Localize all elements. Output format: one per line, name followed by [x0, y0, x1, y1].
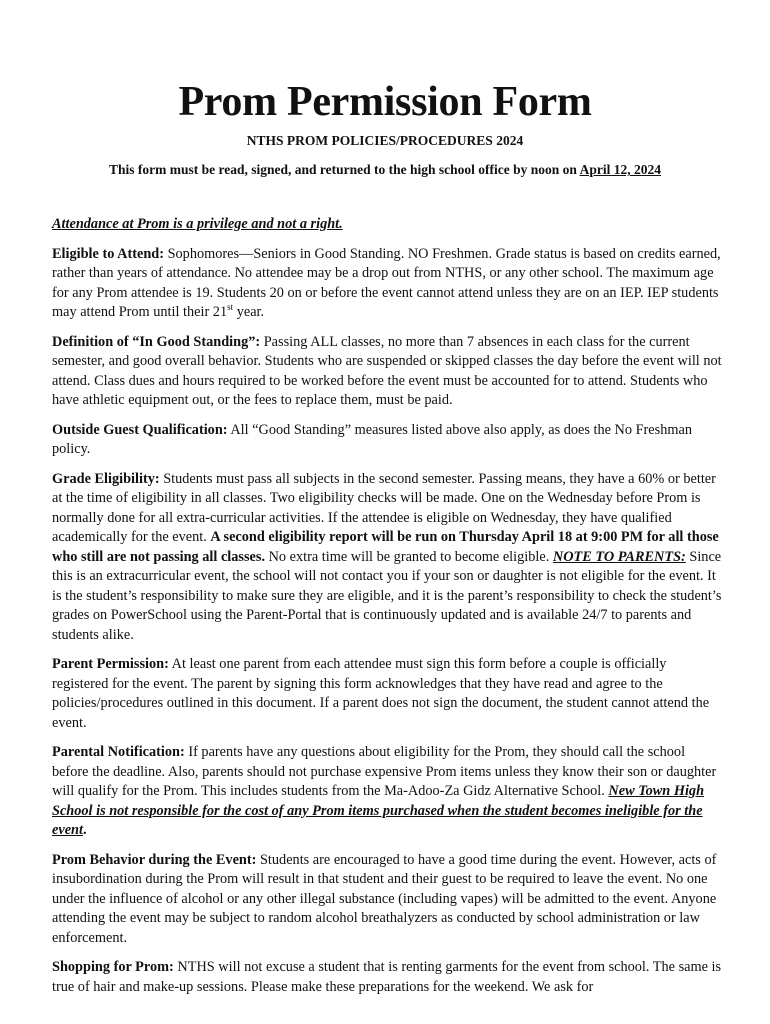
section-outside-guest [52, 421, 724, 460]
section-good-standing [52, 333, 724, 411]
section-heading: Shopping for Prom: [52, 959, 174, 975]
section-text: At least one parent from each attendee must sign this form before a couple is officially registered for the event. The parent by signing this form acknowledges that they have read and agree to the policies/procedures outlined in this document. If a parent does not sign the document, the student cannot attend the event. [52, 656, 710, 731]
section-text: All “Good Standing” measures listed above also apply, as does the No Freshman policy. [52, 421, 692, 457]
section-text: NTHS will not excuse a student that is renting garments for the event from school. The same is true of hair and make-up sessions. Please make these preparations for the weekend. We ask for [52, 959, 722, 995]
section-text: Passing ALL classes, no more than 7 absences in each class for the current semester, and good overall behavior. Students who are suspended or skipped classes the day before the event will not attend. Class dues and hours required to be worked before the event must be accounted for to attend. Students who have athletic equipment out, or the fees to replace them, must be paid. [52, 333, 722, 408]
page-title: Prom Permission Form [178, 79, 592, 125]
section-text: Students are encouraged to have a good time during the event. However, acts of insubordination during the Prom will result in that student and their guest to be required to leave the event. No one under the influence of alcohol or any other illegal substance (including vapes) will be admitted to the event. Anyone attending the event may be subject to random alcohol breathalyzers as conducted by school administration or law enforcement. [52, 851, 717, 946]
section-heading: Prom Behavior during the Event: [52, 851, 257, 868]
liability-disclaimer: New Town High School is not responsible for the cost of any Prom items purchased when the student becomes ineligible for the event [52, 783, 705, 838]
return-instruction [0, 161, 770, 179]
section-heading: Outside Guest Qualification: [52, 421, 228, 438]
section-heading: Eligible to Attend: [52, 245, 164, 262]
section-text-end: year. [233, 304, 265, 320]
section-text: Students must pass all subjects in the second semester. Passing means, they have a 60% or better at the time of eligibility in all classes. Two eligibility checks will be made. One on the Wednesday before Prom is normally done for all extra-curricular activities. If the attendee is eligible on Wednesday, they have qualified academically for the event. [52, 470, 716, 545]
section-text-mid: No extra time will be granted to become eligible. [265, 548, 553, 565]
section-heading: Grade Eligibility: [52, 470, 160, 487]
section-text-end: Since this is an extracurricular event, the school will not contact you if your son or daughter is not eligible for the event. It is the student’s responsibility to make sure they are eligible, and it is the parent’s responsibility to check the student’s grades on PowerSchool using the Parent-Portal that is continuously updated and is available 24/7 to parents and students alike. [52, 548, 722, 643]
section-shopping [52, 958, 724, 997]
section-heading: Parent Permission: [52, 656, 169, 672]
policy-body [52, 215, 724, 1007]
section-heading: Definition of “In Good Standing”: [52, 333, 261, 350]
section-heading: Parental Notification: [52, 744, 185, 760]
section-parent-permission [52, 655, 724, 733]
section-grade-eligibility [52, 470, 724, 646]
section-text-end: . [82, 822, 87, 838]
deadline-date: April 12, 2024 [579, 162, 661, 177]
instruction-text: This form must be read, signed, and returned to the high school office by noon on [109, 162, 580, 177]
section-eligible [52, 245, 724, 323]
subtitle: NTHS PROM POLICIES/PROCEDURES 2024 [246, 133, 524, 148]
section-text: Sophomores—Seniors in Good Standing. NO Freshmen. Grade status is based on credits earned, rather than years of attendance. No attendee may be a drop out from NTHS, or any other school. The maximum age for any Prom attendee is 19. Students 20 on or before the event cannot attend unless they are on an IEP. IEP students may attend Prom until their 21 [52, 245, 721, 320]
ordinal-suffix: st [227, 302, 234, 313]
privilege-statement: Attendance at Prom is a privilege and not a right. [52, 216, 343, 232]
section-parental-notification [52, 743, 724, 841]
section-prom-behavior [52, 851, 724, 949]
note-to-parents-label: NOTE TO PARENTS: [552, 548, 686, 565]
section-text: If parents have any questions about eligibility for the Prom, they should call the school before the deadline. Also, parents should not purchase expensive Prom items unless they know their son or daughter will qualify for the Prom. This includes students from the Ma-Adoo-Za Gidz Alternative School. [52, 744, 717, 799]
second-eligibility-notice: A second eligibility report will be run on Thursday April 18 at 9:00 PM for all those who still are not passing all classes. [52, 529, 719, 565]
